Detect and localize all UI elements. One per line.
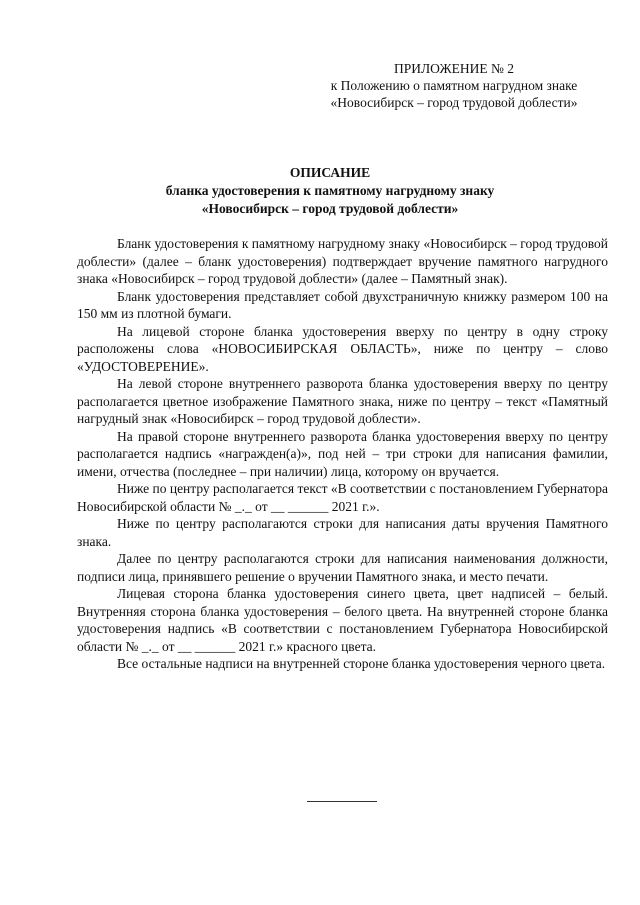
paragraph-resolution-text: Ниже по центру располагается текст «В соответствии с постановлением Губернатора Новосибирской области № _._ от __ ______ 2021 г.».: [77, 481, 608, 514]
paragraph-signature-lines: Далее по центру располагаются строки для написания наименования должности, подписи лица, принявшего решение о вручении Памятного знака, и место печати.: [77, 551, 608, 584]
annex-header: [304, 60, 604, 111]
document-title: [60, 164, 600, 218]
paragraph-purpose: Бланк удостоверения к памятному нагрудному знаку «Новосибирск – город трудовой доблести» (далее – бланк удостоверения) подтверждает вручение памятного нагрудного знака «Новосибирск – город трудовой доблести» (далее – Памятный знак).: [77, 236, 608, 286]
paragraph-format: Бланк удостоверения представляет собой двухстраничную книжку размером 100 на 150 мм из плотной бумаги.: [77, 288, 608, 321]
title-heading: ОПИСАНИЕ: [289, 165, 371, 180]
document-body: [77, 235, 608, 673]
paragraph-right-spread: На правой стороне внутреннего разворота бланка удостоверения вверху по центру располагается надпись «награжден(а)», под ней – три строки для написания фамилии, имени, отчества (последнее – при наличии) лица, которому он вручается.: [77, 428, 608, 479]
paragraph-front-side: На лицевой стороне бланка удостоверения вверху по центру в одну строку расположены слова «НОВОСИБИРСКАЯ ОБЛАСТЬ», ниже по центру – слово «УДОСТОВЕРЕНИЕ».: [77, 323, 608, 374]
annex-reference: к Положению о памятном нагрудном знаке: [330, 78, 578, 93]
annex-badge-name: «Новосибирск – город трудовой доблести»: [330, 95, 578, 110]
paragraph-date-lines: Ниже по центру располагаются строки для написания даты вручения Памятного знака.: [77, 516, 608, 549]
title-badge-name: «Новосибирск – город трудовой доблести»: [201, 201, 459, 216]
paragraph-colors: Лицевая сторона бланка удостоверения синего цвета, цвет надписей – белый. Внутренняя сторона бланка удостоверения – белого цвета. На внутренней стороне бланка удостоверения надпись «В соответствии с постановлением Губернатора Новосибирской области № _._ от __ ______ 2021 г.» красного цвета.: [77, 586, 608, 654]
paragraph-other-text-color: Все остальные надписи на внутренней стороне бланка удостоверения черного цвета.: [117, 656, 606, 671]
title-subject: бланка удостоверения к памятному нагрудному знаку: [165, 183, 495, 198]
end-divider: [307, 801, 377, 802]
annex-number: ПРИЛОЖЕНИЕ № 2: [393, 61, 515, 76]
paragraph-left-spread: На левой стороне внутреннего разворота бланка удостоверения вверху по центру располагается цветное изображение Памятного знака, ниже по центру – текст «Памятный нагрудный знак «Новосибирск – город трудовой доблести».: [77, 376, 608, 426]
